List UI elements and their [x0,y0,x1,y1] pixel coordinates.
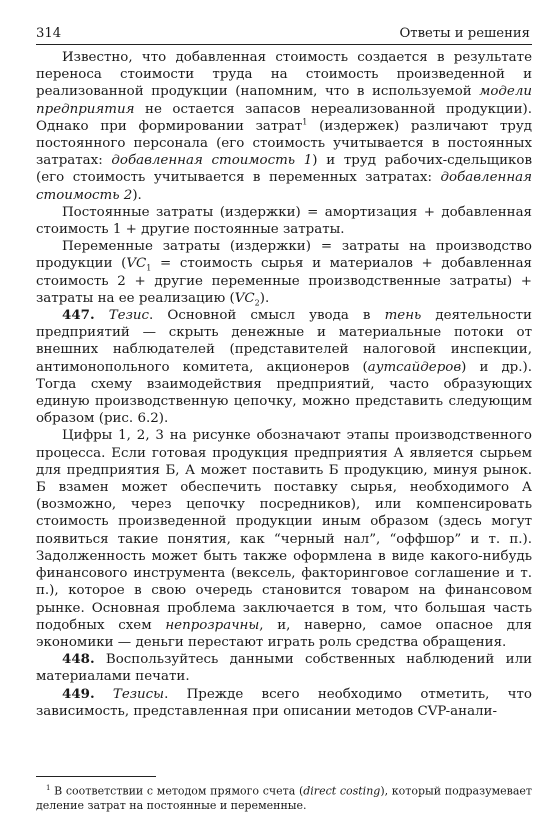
footnote-marker: 1 [46,784,51,792]
paragraph-figure-explanation: Цифры 1, 2, 3 на рисунке обозначают этапы производственного процесса. Если готовая продукция предприятия А является сырьем для предприятия Б, А может поставить Б продукцию, минуя рынок. Б взамен может обеспечить поставку сырья, необходимого А (возможно, через цепочку посредников), или компенсировать стоимость произведенной продукции иным образом (здесь могут появиться такие понятия, как “черный нал”, “оффшор” и т. п.). Задолженность может быть также оформлена в виде какого-нибудь финансового инструмента (вексель, факторинговое соглашение и т. п.), которое в свою очередь становится товаром на финансовом рынке. Основная проблема заключается в том, что большая часть подобных схем непрозрачны, и, наверно, самое опасное для экономики — деньги перестают играть роль средства обращения. [36,428,532,650]
footnote-ref: 1 [302,117,308,127]
footnote-rule [36,776,156,777]
answer-449: 449. Тезисы. Прежде всего необходимо отметить, что зависимость, представленная при описании методов CVP-анали- [36,685,532,719]
main-text [36,49,532,720]
footnote [36,776,532,813]
page-number: 314 [36,26,62,41]
footnote-text: $^1$ В соответствии с методом прямого счета (direct costing), который подразумевает деление затрат на постоянные и переменные. [36,784,532,812]
answer-447: 447. Тезис. Основной смысл увода в тень деятельности предприятий — скрыть денежные и материальные потоки от внешних наблюдателей (представителей налоговой инспекции, антимонопольного комитета, акционеров (аутсайдеров) и др.). Тогда схему взаимодействия предприятий, часто образующих единую производственную цепочку, можно представить следующим образом (рис. 6.2). [36,307,532,427]
paragraph-variable-costs: Переменные затраты (издержки) = затраты на производство продукции ($VC_1$ = стоимость сырья и материалов + добавленная стоимость 2 + другие переменные производственные затраты) + затраты на ее реализацию $(VC_2)$. [36,239,532,308]
paragraph-fixed-costs: Постоянные затраты (издержки) = амортизация + добавленная стоимость 1 + другие постоянные затраты. [36,204,532,238]
paragraph-value-added: Известно, что добавленная стоимость создается в результате переноса стоимости труда на стоимость произведенной и реализованной продукции (напомним, что в используемой модели предприятия не остается запасов нереализованной продукции). Однако при формировании затрат$^1$ (издержек) различают труд постоянного персонала (его стоимость учитывается в постоянных затратах: добавленная стоимость 1) и труд рабочих-сдельщиков (его стоимость учитывается в переменных затратах: добавленная стоимость 2). [36,50,532,203]
section-title: Ответы и решения [399,26,530,41]
answer-number: 447. [62,307,95,324]
running-header [36,26,532,45]
answer-number: 448. [62,651,95,668]
answer-number: 449. [62,685,95,702]
answer-448: 448. Воспользуйтесь данными собственных наблюдений или материалами печати. [36,651,532,685]
